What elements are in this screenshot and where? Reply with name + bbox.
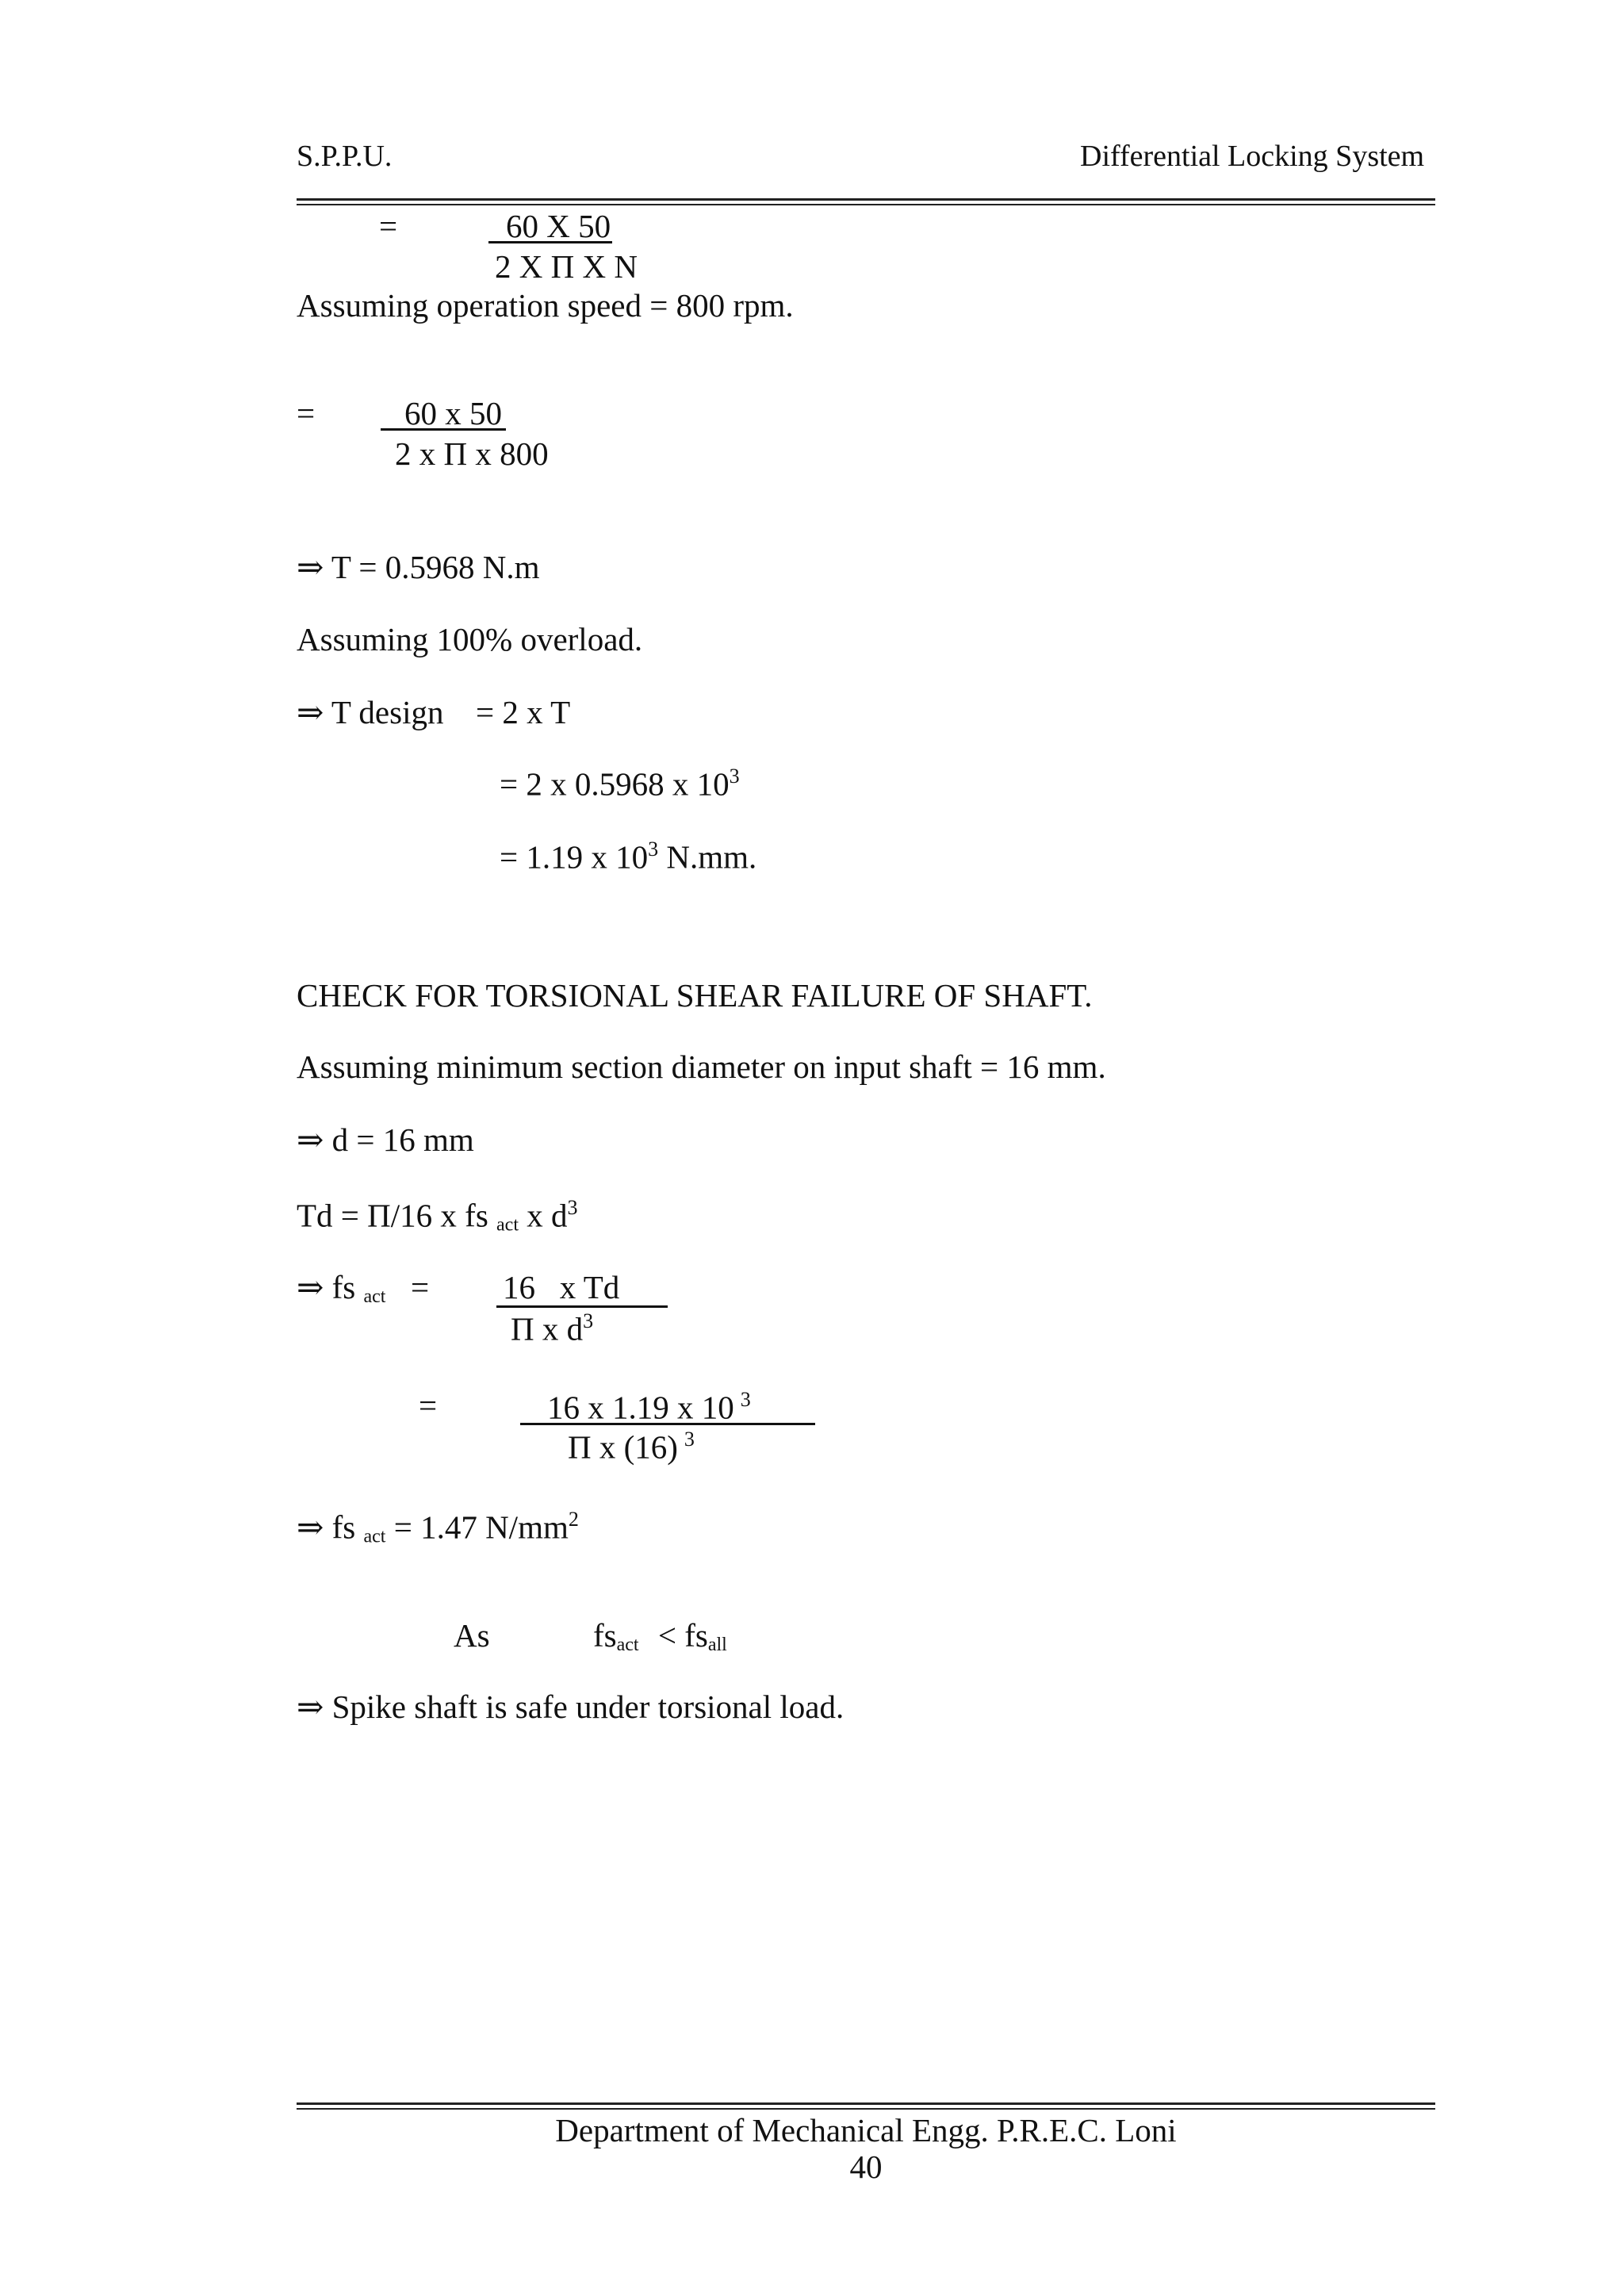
tdesign-line [297,696,443,729]
fs-result-line [297,1509,579,1546]
overload-assumption: Assuming 100% overload. [297,621,643,657]
eq4-numerator-exponent: 3 [740,1388,751,1411]
fs-result-value: = 1.47 N/mm [393,1508,569,1546]
eq4-denominator-exponent: 3 [684,1428,695,1451]
tdesign-step2-text: = 1.19 x 10 [500,838,649,876]
fs-denominator-text: Π x d [511,1310,584,1347]
comparison [593,1619,727,1654]
td-formula-subscript: act [496,1214,519,1236]
tdesign-eq: = 2 x T [476,694,571,730]
fs-act-line [297,1271,385,1306]
d-value-line [297,1121,474,1158]
eq4-numerator-text: 16 x 1.19 x 10 [547,1389,734,1426]
tdesign-label: T design [331,694,444,730]
td-formula-exponent: 3 [567,1196,578,1219]
implies-icon: ⇒ [297,1508,324,1546]
td-formula [297,1198,578,1234]
implies-icon: ⇒ [297,1269,324,1305]
tdesign-step1-exponent: 3 [729,765,740,788]
section-heading: CHECK FOR TORSIONAL SHEAR FAILURE OF SHAFT. [297,977,1093,1014]
speed-assumption: Assuming operation speed = 800 rpm. [297,287,794,324]
torque-result-text: T = 0.5968 N.m [331,549,540,585]
as-word: As [454,1617,490,1654]
tdesign-step2-exponent: 3 [648,838,659,861]
fs-result-label: fs [331,1508,356,1546]
fs-denominator-exponent: 3 [583,1309,594,1332]
implies-icon: ⇒ [297,1688,324,1725]
cmp-less-than: < fs [657,1617,708,1654]
diameter-assumption: Assuming minimum section diameter on input shaft = 16 mm. [297,1048,1106,1085]
torque-result [297,551,540,584]
eq2-equals: = [297,395,316,431]
eq1-fraction-bar [488,241,612,243]
fs-label: fs [331,1269,356,1305]
d-value: d = 16 mm [331,1121,474,1158]
conclusion-text: Spike shaft is safe under torsional load. [331,1688,845,1725]
footer-department: Department of Mechanical Engg. P.R.E.C. Loni [555,2112,1177,2148]
footer-rule-top [297,2102,1435,2105]
tdesign-step1-text: = 2 x 0.5968 x 10 [500,765,730,803]
eq2-denominator: 2 x Π x 800 [395,435,549,472]
fs-numerator: 16 x Td [503,1269,620,1305]
header-right: Differential Locking System [1080,140,1425,173]
fs-result-subscript: act [363,1526,386,1547]
implies-icon: ⇒ [297,694,324,730]
page-number: 40 [849,2148,883,2185]
eq4-fraction-bar [520,1423,815,1425]
footer-rule-bottom [297,2108,1435,2110]
implies-icon: ⇒ [297,1121,324,1158]
header-rule-bottom [297,204,1435,205]
td-formula-text: Td = Π/16 x fs [297,1197,488,1234]
eq4-denominator [568,1429,695,1464]
fs-fraction-bar [496,1305,668,1308]
cmp-all-subscript: all [707,1634,727,1655]
tdesign-step1 [500,766,740,801]
cmp-fs: fs [593,1617,617,1654]
tdesign-step2-unit: N.mm. [666,838,757,876]
eq2-fraction-bar [381,428,506,431]
tdesign-step2 [500,839,756,874]
fs-denominator [511,1311,593,1346]
eq1-equals: = [379,208,398,244]
eq1-denominator: 2 X Π X N [495,248,638,285]
eq4-denominator-text: Π x (16) [568,1428,678,1466]
eq4-numerator [547,1389,751,1424]
cmp-act-subscript: act [616,1634,639,1655]
conclusion-line [297,1688,845,1725]
header-left: S.P.P.U. [297,140,393,173]
eq1-numerator: 60 X 50 [506,208,611,244]
fs-result-exponent: 2 [568,1508,579,1531]
implies-icon: ⇒ [297,549,324,585]
fs-equals: = [411,1269,430,1305]
header-rule-top [297,198,1435,201]
eq4-equals: = [419,1387,438,1424]
fs-subscript: act [363,1286,386,1307]
td-formula-tail: x d [527,1197,568,1234]
eq2-numerator: 60 x 50 [404,395,502,431]
